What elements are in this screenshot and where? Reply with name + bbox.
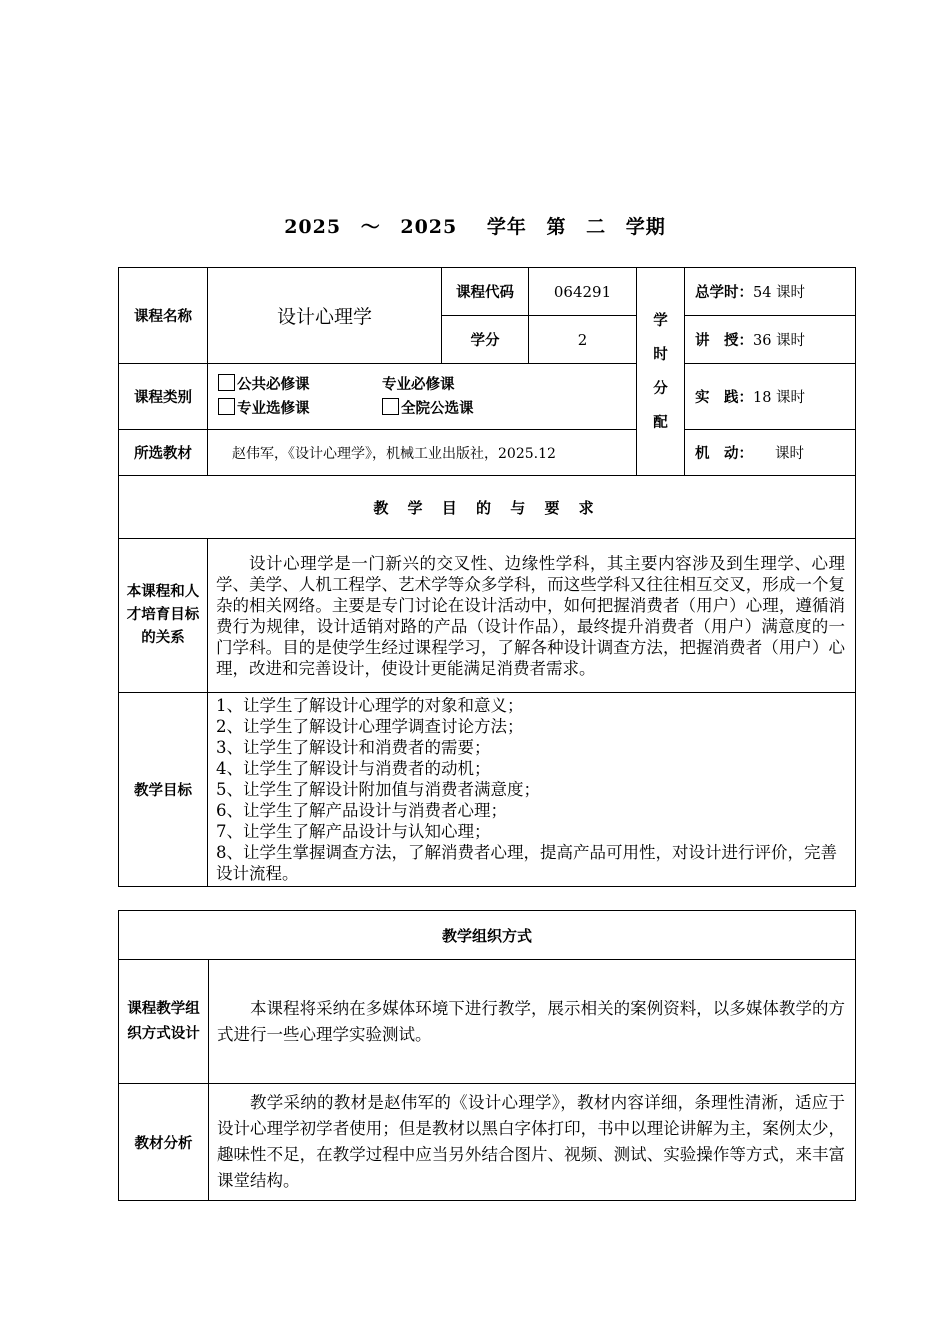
textbook-value: 赵伟军，《设计心理学》，机械工业出版社，2025.12 — [208, 430, 637, 476]
course-name-label: 课程名称 — [119, 268, 208, 364]
course-type-label: 课程类别 — [119, 364, 208, 430]
relation-label: 本课程和人才培育目标的关系 — [119, 539, 208, 693]
total-hours: 总学时：54 课时 — [685, 268, 856, 316]
course-code-label: 课程代码 — [442, 268, 529, 316]
design-label: 课程教学组织方式设计 — [119, 960, 209, 1084]
flexible-hours: 机 动： 课时 — [685, 430, 856, 476]
type-option-college-elective[interactable]: 全院公选课 — [382, 397, 474, 421]
course-code: 064291 — [529, 268, 637, 316]
year-end: 2025 — [400, 216, 458, 238]
credit-value: 2 — [529, 316, 637, 364]
semester-num: 二 — [586, 216, 607, 238]
relation-text: 设计心理学是一门新兴的交叉性、边缘性学科，其主要内容涉及到生理学、心理学、美学、人机工程学、艺术学等众多学科，而这些学科又往往相互交叉，形成一个复杂的相关网络。主要是专门讨论在设计活动中，如何把握消费者（用户）心理，遵循消费行为规律，设计适销对路的产品（设计作品），最终提升消费者（用户）满意度的一门学科。目的是使学生经过课程学习，了解各种设计调查方法，把握消费者（用户）心理，改进和完善设计，使设计更能满足消费者需求。 — [208, 539, 856, 693]
list-item: 6、让学生了解产品设计与消费者心理； — [216, 801, 507, 820]
list-item: 8、让学生掌握调查方法，了解消费者心理，提高产品可用性，对设计进行评价，完善设计流程。 — [216, 843, 837, 883]
list-item: 3、让学生了解设计和消费者的需要； — [216, 738, 491, 757]
year-start: 2025 — [284, 216, 342, 238]
list-item: 4、让学生了解设计与消费者的动机； — [216, 759, 491, 778]
type-option-public-required[interactable]: 公共必修课 — [218, 373, 382, 397]
credit-label: 学分 — [442, 316, 529, 364]
checkbox-icon[interactable] — [218, 398, 235, 415]
objectives-section-title: 教 学 目 的 与 要 求 — [119, 476, 856, 539]
tilde: ～ — [360, 216, 381, 238]
course-name: 设计心理学 — [208, 268, 442, 364]
semester-title — [0, 212, 950, 239]
list-item: 7、让学生了解产品设计与认知心理； — [216, 822, 491, 841]
checkbox-icon[interactable] — [382, 398, 399, 415]
goals-label: 教学目标 — [119, 693, 208, 887]
list-item: 5、让学生了解设计附加值与消费者满意度； — [216, 780, 540, 799]
academic-year: 学年 — [486, 216, 527, 238]
goals-list — [208, 693, 856, 887]
type-option-major-required[interactable]: 专业必修课 — [382, 376, 455, 393]
list-item: 1、让学生了解设计心理学的对象和意义； — [216, 696, 524, 715]
checkbox-icon[interactable] — [218, 374, 235, 391]
analysis-text: 教学采纳的教材是赵伟军的《设计心理学》，教材内容详细，条理性清淅，适应于设计心理学初学者使用；但是教材以黑白字体打印，书中以理论讲解为主，案例太少，趣味性不足，在教学过程中应当另外结合图片、视频、测试、实验操作等方式，来丰富课堂结构。 — [209, 1084, 856, 1201]
organization-table — [118, 910, 856, 1201]
hours-allocation-label: 学 时 分 配 — [637, 268, 685, 476]
organization-section-title: 教学组织方式 — [119, 911, 856, 960]
practice-hours: 实 践：18 课时 — [685, 364, 856, 430]
type-option-major-elective[interactable]: 专业选修课 — [218, 397, 382, 421]
lecture-hours: 讲 授：36 课时 — [685, 316, 856, 364]
semester-prefix: 第 — [546, 216, 567, 238]
textbook-label: 所选教材 — [119, 430, 208, 476]
list-item: 2、让学生了解设计心理学调查讨论方法； — [216, 717, 524, 736]
analysis-label: 教材分析 — [119, 1084, 209, 1201]
course-type-options — [208, 364, 637, 430]
semester-suffix: 学期 — [625, 216, 666, 238]
design-text: 本课程将采纳在多媒体环境下进行教学，展示相关的案例资料，以多媒体教学的方式进行一些心理学实验测试。 — [209, 960, 856, 1084]
course-info-table — [118, 267, 856, 887]
